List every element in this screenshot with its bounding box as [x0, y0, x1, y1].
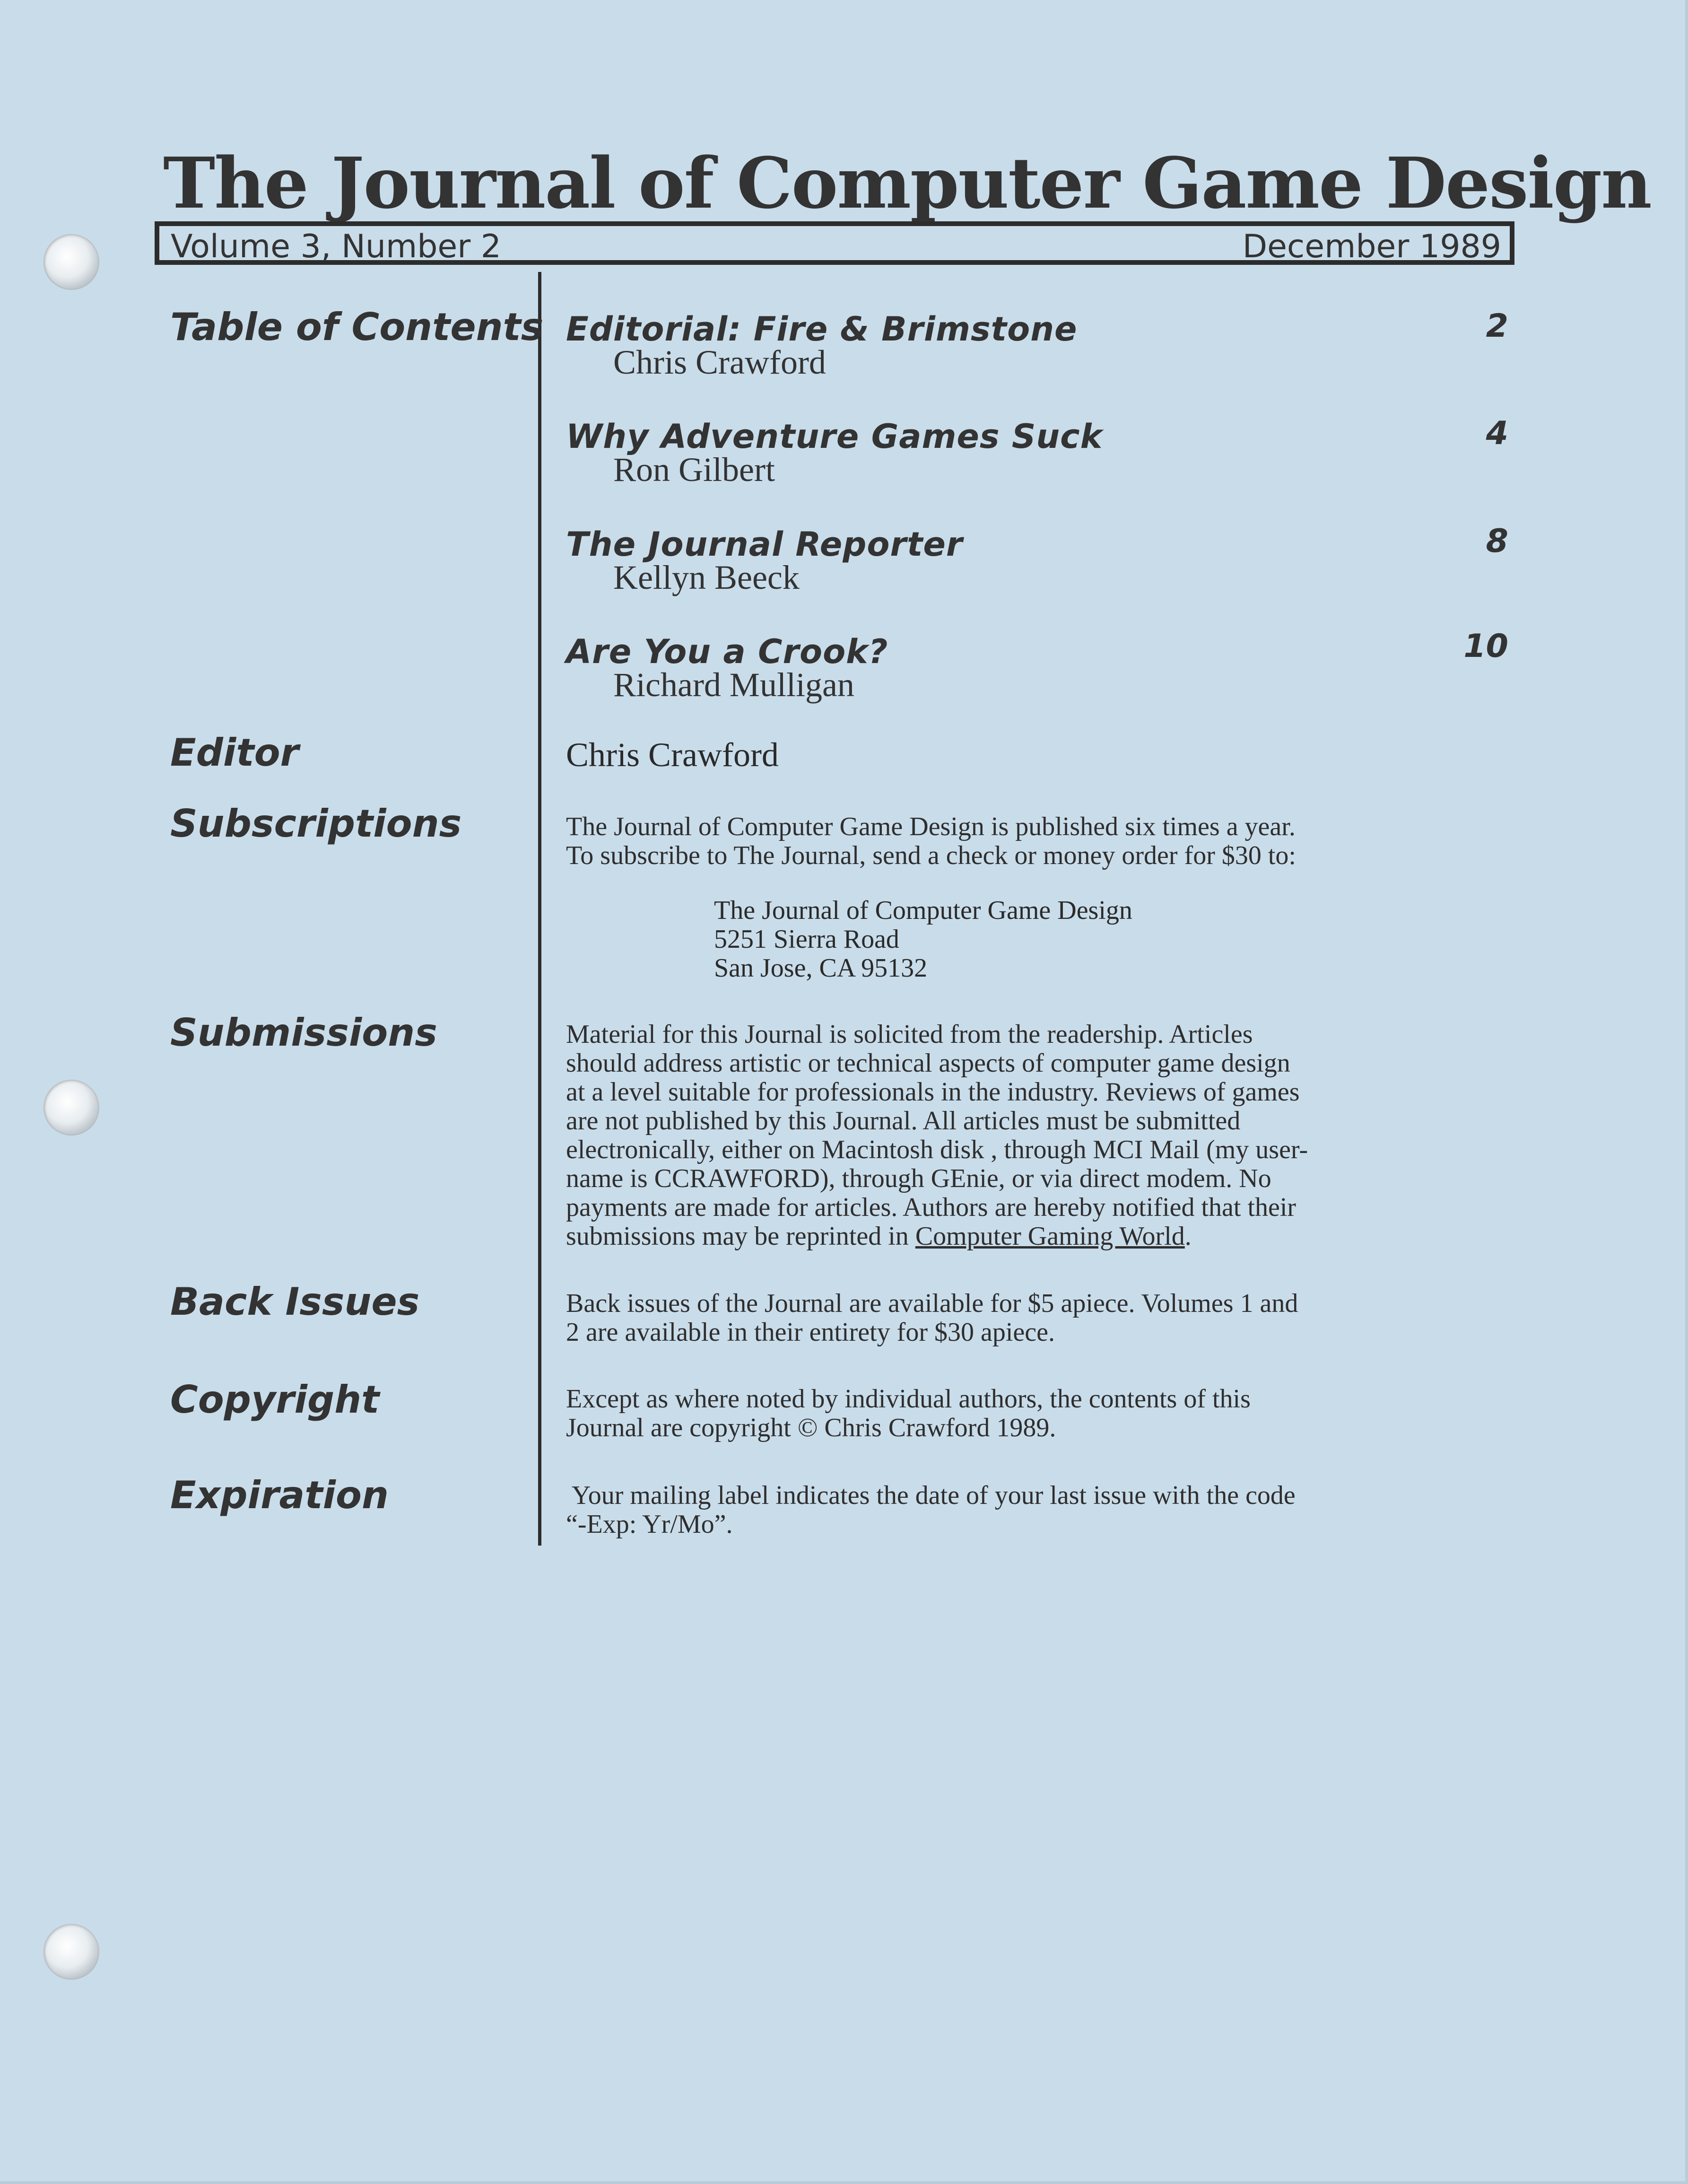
- article-title[interactable]: Editorial: Fire & Brimstone: [566, 310, 1078, 349]
- address-line: 5251 Sierra Road: [714, 925, 899, 954]
- issue-bar: [155, 221, 1514, 265]
- subscriptions-text: [566, 812, 1512, 870]
- column-divider: [538, 272, 541, 1546]
- article-page-number: 4: [1486, 415, 1508, 452]
- copyright-label: Copyright: [170, 1378, 380, 1422]
- text-line: name is CCRAWFORD), through GEnie, or via direct modem. No: [566, 1164, 1271, 1193]
- article-title[interactable]: Why Adventure Games Suck: [566, 417, 1103, 456]
- text-line: are not published by this Journal. All articles must be submitted: [566, 1106, 1241, 1136]
- article-title[interactable]: The Journal Reporter: [566, 525, 963, 564]
- editor-name: Chris Crawford: [566, 736, 779, 774]
- article-title[interactable]: Are You a Crook?: [566, 632, 888, 671]
- back-issues-label: Back Issues: [170, 1280, 420, 1324]
- text-line: payments are made for articles. Authors are hereby notified that their: [566, 1193, 1296, 1222]
- submissions-text: [566, 1020, 1512, 1251]
- text-line: The Journal of Computer Game Design is published six times a year.: [566, 812, 1296, 841]
- address-line: San Jose, CA 95132: [714, 953, 928, 983]
- text-line: Back issues of the Journal are available for $5 apiece. Volumes 1 and: [566, 1289, 1298, 1318]
- binder-hole-bottom: [44, 1924, 99, 1980]
- article-author: Chris Crawford: [613, 343, 826, 381]
- text-line: at a level suitable for professionals in the industry. Reviews of games: [566, 1077, 1300, 1107]
- issue-date: December 1989: [1242, 228, 1501, 265]
- submissions-label: Submissions: [170, 1011, 437, 1055]
- volume-number: Volume 3, Number 2: [171, 228, 502, 265]
- text-line: To subscribe to The Journal, send a check or money order for $30 to:: [566, 841, 1296, 870]
- binder-hole-top: [44, 234, 99, 290]
- expiration-label: Expiration: [170, 1473, 389, 1517]
- text-line: Your mailing label indicates the date of your last issue with the code: [566, 1481, 1296, 1510]
- article-author: Kellyn Beeck: [613, 559, 800, 596]
- address-line: The Journal of Computer Game Design: [714, 896, 1132, 925]
- text-line: Material for this Journal is solicited from the readership. Articles: [566, 1020, 1253, 1049]
- expiration-text: [566, 1481, 1512, 1539]
- computer-gaming-world-link[interactable]: Computer Gaming World: [915, 1222, 1185, 1251]
- text-line: “-Exp: Yr/Mo”.: [566, 1510, 733, 1539]
- text-fragment: .: [1184, 1222, 1192, 1251]
- table-of-contents-label: Table of Contents: [170, 305, 544, 349]
- article-page-number: 8: [1486, 523, 1508, 560]
- copyright-text: [566, 1385, 1512, 1442]
- article-author: Richard Mulligan: [613, 666, 854, 704]
- subscriptions-label: Subscriptions: [170, 802, 462, 846]
- back-issues-text: [566, 1289, 1512, 1347]
- editor-label: Editor: [170, 731, 299, 775]
- journal-title: The Journal of Computer Game Design: [163, 142, 1651, 224]
- text-line: should address artistic or technical aspects of computer game design: [566, 1048, 1290, 1078]
- text-line: 2 are available in their entirety for $30 apiece.: [566, 1318, 1055, 1347]
- article-page-number: 2: [1486, 307, 1508, 345]
- article-author: Ron Gilbert: [613, 451, 775, 489]
- mailing-address: [714, 896, 1132, 983]
- text-fragment: submissions may be reprinted in: [566, 1222, 915, 1251]
- article-page-number: 10: [1463, 628, 1508, 665]
- text-line: [566, 1222, 1512, 1251]
- text-line: electronically, either on Macintosh disk , through MCI Mail (my user-: [566, 1135, 1308, 1164]
- binder-hole-middle: [44, 1080, 99, 1136]
- text-line: Except as where noted by individual authors, the contents of this: [566, 1384, 1251, 1414]
- text-line: Journal are copyright © Chris Crawford 1989.: [566, 1413, 1056, 1442]
